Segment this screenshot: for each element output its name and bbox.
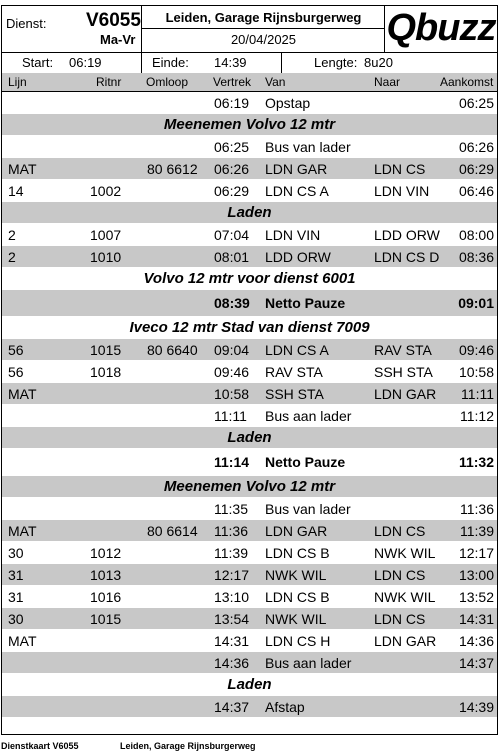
length-cell: [282, 53, 497, 73]
cell-aankomst: 06:25: [458, 95, 494, 111]
duty-label: Dienst:: [6, 16, 47, 31]
cell-van: LDN CS A: [265, 183, 329, 199]
cell-lijn: 31: [8, 567, 24, 583]
cell-ritnr: 1012: [90, 545, 122, 561]
footer-location: Leiden, Garage Rijnsburgerweg: [120, 741, 256, 751]
footer-card: Dienstkaart V6055: [1, 741, 79, 751]
cell-naar: LDN VIN: [374, 183, 430, 199]
section-row: [2, 202, 497, 224]
col-omloop: Omloop: [146, 75, 189, 89]
trip-row: [2, 405, 497, 427]
cell-vertrek: 06:19: [214, 95, 250, 111]
pause-start: 11:14: [214, 454, 250, 470]
pause-end: 11:32: [458, 454, 494, 470]
cell-van: Bus van lader: [265, 501, 351, 517]
cell-vertrek: 11:39: [214, 545, 248, 561]
cell-van: Afstap: [265, 699, 305, 715]
cell-aankomst: 13:00: [458, 567, 494, 583]
trip-row: [2, 586, 497, 608]
col-lijn: Lijn: [8, 75, 27, 89]
section-title: Laden: [227, 429, 272, 446]
cell-lijn: 14: [8, 183, 24, 199]
column-header: [2, 73, 497, 92]
cell-van: LDN GAR: [265, 161, 328, 177]
section-title: Laden: [227, 204, 272, 221]
cell-van: LDN CS H: [265, 633, 331, 649]
cell-lijn: 56: [8, 342, 24, 358]
length-label: Lengte:: [314, 55, 358, 70]
cell-vertrek: 09:46: [214, 364, 250, 380]
cell-vertrek: 06:25: [214, 139, 250, 155]
duty-times: [2, 53, 497, 74]
col-ritnr: Ritnr: [96, 75, 122, 89]
trip-row: [2, 92, 497, 114]
cell-van: NWK WIL: [265, 611, 327, 627]
pause-label: Netto Pauze: [265, 454, 346, 470]
duty-card: [1, 5, 498, 735]
trip-row: [2, 361, 497, 383]
trip-row: [2, 158, 497, 180]
cell-vertrek: 08:01: [214, 249, 250, 265]
cell-naar: LDN CS D: [374, 249, 440, 265]
section-row: [2, 268, 497, 290]
start-cell: [2, 53, 142, 73]
cell-vertrek: 14:36: [214, 655, 250, 671]
pause-end: 09:01: [458, 295, 494, 311]
cell-naar: NWK WIL: [374, 545, 436, 561]
cell-lijn: 30: [8, 611, 24, 627]
cell-ritnr: 1016: [90, 589, 122, 605]
cell-van: Bus aan lader: [265, 655, 352, 671]
section-row: [2, 674, 497, 696]
cell-naar: LDN CS: [374, 611, 426, 627]
card-header: [2, 6, 497, 53]
cell-omloop: 80 6640: [147, 342, 198, 358]
duty-date: 20/04/2025: [230, 32, 297, 47]
trip-row: [2, 224, 497, 246]
pause-label: Netto Pauze: [265, 295, 346, 311]
cell-aankomst: 11:39: [460, 523, 494, 539]
section-row: [2, 476, 497, 498]
trip-row: [2, 498, 497, 520]
trip-row: [2, 136, 497, 158]
trip-row: [2, 564, 497, 586]
cell-aankomst: 14:39: [458, 699, 494, 715]
cell-ritnr: 1013: [90, 567, 122, 583]
page-footer: [0, 741, 500, 755]
cell-lijn: 30: [8, 545, 24, 561]
pause-start: 08:39: [214, 295, 250, 311]
pause-row: [2, 290, 497, 317]
cell-vertrek: 13:10: [214, 589, 250, 605]
cell-van: LDN CS B: [265, 589, 330, 605]
col-van: Van: [265, 75, 286, 89]
cell-lijn: MAT: [8, 523, 37, 539]
section-title: Iveco 12 mtr Stad van dienst 7009: [129, 319, 370, 336]
col-aankomst: Aankomst: [440, 75, 494, 89]
cell-ritnr: 1010: [90, 249, 122, 265]
cell-vertrek: 11:36: [214, 523, 248, 539]
cell-vertrek: 11:35: [214, 501, 248, 517]
qbuzz-logo: Qbuzz: [386, 7, 496, 49]
cell-vertrek: 07:04: [214, 227, 250, 243]
trip-row: [2, 520, 497, 542]
section-title: Laden: [227, 676, 272, 693]
section-title: Meenemen Volvo 12 mtr: [163, 116, 336, 133]
cell-lijn: 56: [8, 364, 24, 380]
cell-naar: SSH STA: [374, 364, 433, 380]
cell-vertrek: 14:37: [214, 699, 250, 715]
cell-aankomst: 08:36: [458, 249, 494, 265]
cell-aankomst: 06:26: [458, 139, 494, 155]
logo-box: [385, 6, 497, 52]
end-label: Einde:: [152, 55, 189, 70]
cell-lijn: MAT: [8, 161, 37, 177]
cell-ritnr: 1015: [90, 611, 122, 627]
cell-aankomst: 14:37: [458, 655, 494, 671]
section-row: [2, 317, 497, 339]
cell-vertrek: 09:04: [214, 342, 250, 358]
duty-box: [2, 6, 142, 52]
cell-van: Bus aan lader: [265, 408, 352, 424]
trip-row: [2, 608, 497, 630]
trip-row: [2, 246, 497, 268]
col-naar: Naar: [374, 75, 401, 89]
cell-naar: LDN CS: [374, 523, 426, 539]
trip-row: [2, 383, 497, 405]
cell-van: LDN GAR: [265, 523, 328, 539]
section-title: Volvo 12 mtr voor dienst 6001: [143, 270, 356, 287]
cell-naar: LDN CS: [374, 161, 426, 177]
cell-vertrek: 12:17: [214, 567, 250, 583]
cell-vertrek: 06:29: [214, 183, 250, 199]
cell-aankomst: 08:00: [458, 227, 494, 243]
cell-aankomst: 09:46: [458, 342, 494, 358]
depot-location: Leiden, Garage Rijnsburgerweg: [142, 8, 385, 29]
cell-aankomst: 14:36: [458, 633, 494, 649]
cell-naar: NWK WIL: [374, 589, 436, 605]
section-row: [2, 114, 497, 136]
cell-van: LDD ORW: [265, 249, 331, 265]
cell-naar: LDD ORW: [374, 227, 440, 243]
cell-aankomst: 10:58: [458, 364, 494, 380]
duty-days: Ma-Vr: [100, 32, 136, 47]
section-row: [2, 427, 497, 449]
cell-ritnr: 1018: [90, 364, 122, 380]
cell-aankomst: 06:46: [458, 183, 494, 199]
cell-van: Opstap: [265, 95, 311, 111]
cell-ritnr: 1002: [90, 183, 122, 199]
cell-vertrek: 10:58: [214, 386, 250, 402]
cell-aankomst: 11:11: [461, 386, 494, 402]
cell-naar: RAV STA: [374, 342, 432, 358]
trip-row: [2, 630, 497, 652]
cell-lijn: MAT: [8, 386, 37, 402]
cell-van: Bus van lader: [265, 139, 351, 155]
cell-lijn: 2: [8, 227, 16, 243]
cell-vertrek: 11:11: [214, 408, 247, 424]
cell-naar: LDN GAR: [374, 633, 437, 649]
end-cell: [142, 53, 282, 73]
cell-aankomst: 11:36: [460, 501, 494, 517]
cell-aankomst: 14:31: [458, 611, 494, 627]
pause-row: [2, 449, 497, 476]
cell-van: LDN VIN: [265, 227, 321, 243]
cell-ritnr: 1015: [90, 342, 122, 358]
trip-row: [2, 696, 497, 718]
trip-row: [2, 339, 497, 361]
length-value: 8u20: [364, 55, 393, 70]
end-time: 14:39: [214, 55, 247, 70]
cell-aankomst: 12:17: [458, 545, 494, 561]
duty-code: V6055: [86, 10, 141, 31]
start-time: 06:19: [69, 55, 102, 70]
section-title: Meenemen Volvo 12 mtr: [163, 478, 336, 495]
col-vertrek: Vertrek: [213, 75, 252, 89]
trip-row: [2, 652, 497, 674]
cell-lijn: MAT: [8, 633, 37, 649]
cell-lijn: 2: [8, 249, 16, 265]
schedule-rows: [2, 92, 497, 718]
trip-row: [2, 542, 497, 564]
cell-van: RAV STA: [265, 364, 323, 380]
cell-van: SSH STA: [265, 386, 324, 402]
cell-ritnr: 1007: [90, 227, 122, 243]
cell-aankomst: 06:29: [458, 161, 494, 177]
cell-aankomst: 13:52: [458, 589, 494, 605]
cell-vertrek: 06:26: [214, 161, 250, 177]
cell-van: NWK WIL: [265, 567, 327, 583]
cell-lijn: 31: [8, 589, 24, 605]
trip-row: [2, 180, 497, 202]
cell-omloop: 80 6614: [147, 523, 198, 539]
cell-vertrek: 13:54: [214, 611, 250, 627]
cell-omloop: 80 6612: [147, 161, 198, 177]
cell-van: LDN CS B: [265, 545, 330, 561]
cell-naar: LDN CS: [374, 567, 426, 583]
cell-naar: LDN GAR: [374, 386, 437, 402]
location-box: [142, 6, 385, 52]
cell-aankomst: 11:12: [460, 408, 494, 424]
start-label: Start:: [22, 55, 54, 70]
cell-van: LDN CS A: [265, 342, 329, 358]
cell-vertrek: 14:31: [214, 633, 250, 649]
